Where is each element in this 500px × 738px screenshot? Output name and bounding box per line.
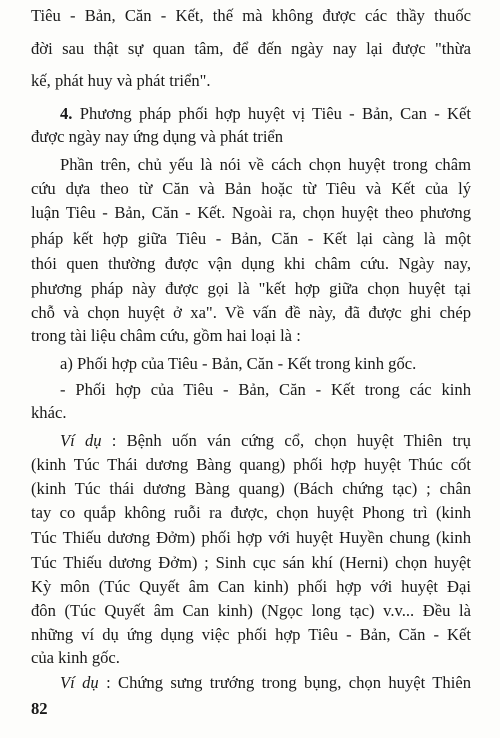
text-line: Tiêu - Bản, Căn - Kết, thế mà không được các thầy thuốc [31,6,471,25]
list-item-b: khác. [31,403,67,422]
text-line: (kinh Túc thái dương Bàng quang) (Bách chứng tạc) ; chân [31,479,471,498]
text-line: luận Tiêu - Bản, Căn - Kết. Ngoài ra, chọn huyệt theo phương [31,203,471,222]
list-item-a: a) Phối hợp của Tiêu - Bản, Căn - Kết trong kinh gốc. [60,354,417,373]
text-line: Kỳ môn (Túc Quyết âm Can kinh) phối hợp với huyệt Đại [31,577,471,596]
text-line: kế, phát huy và phát triển". [31,71,211,90]
example-line [60,670,471,696]
example-label: Ví dụ [60,673,99,692]
example-text: : Chứng sưng trướng trong bụng, chọn huyệt Thiên [98,673,471,692]
text-line: chỗ và chọn huyệt ở xa". Về vấn đề này, đã được ghi chép [31,303,471,322]
list-item-b: - Phối hợp của Tiêu - Bản, Căn - Kết trong các kinh [60,380,471,399]
text-line: cứu dựa theo từ Căn và Bản hoặc từ Tiêu và Kết của lý [31,179,471,198]
text-line: đôn (Túc Quyết âm Can kinh) (Ngọc long tạc) v.v... Đều là [31,601,471,620]
section-heading-text: Phương pháp phối hợp huyệt vị Tiêu - Bản, Can - Kết [79,104,471,123]
text-line: của kinh gốc. [31,648,120,667]
text-line: pháp kết hợp giữa Tiêu - Bản, Căn - Kết lại càng là một [31,229,471,248]
text-line: Phần trên, chủ yếu là nói về cách chọn huyệt trong châm [60,155,471,174]
text-line: thói quen thường được vận dụng khi châm cứu. Ngày nay, [31,254,471,273]
text-line: Túc Thiếu dương Đởm) ; Sinh cục sán khí (Herni) chọn huyệt [31,553,471,572]
text-line: những ví dụ ứng dụng việc phối hợp Tiêu - Bản, Căn - Kết [31,625,471,644]
section-heading: được ngày nay ứng dụng và phát triển [31,127,284,146]
example-text: : Bệnh uốn ván cứng cổ, chọn huyệt Thiên trụ [101,431,471,450]
text-line: đời sau thật sự quan tâm, để đến ngày nay lại được "thừa [31,39,471,58]
text-line: phương pháp này được gọi là "kết hợp giữa chọn huyệt tại [31,279,471,298]
text-line: tay co quắp không ruỗi ra được, chọn huyệt Phong trì (kinh [31,503,471,522]
text-line: (kinh Túc Thái dương Bàng quang) phối hợp huyệt Thúc cốt [31,455,471,474]
example-line [60,428,471,454]
text-line: Túc Thiếu dương Đởm) phối hợp với huyệt Huyền chung (kinh [31,528,471,547]
example-label: Ví dụ [60,431,102,450]
text-line: trong tài liệu châm cứu, gồm hai loại là : [31,326,301,345]
page-number: 82 [31,699,48,718]
section-number: 4. [60,104,73,123]
